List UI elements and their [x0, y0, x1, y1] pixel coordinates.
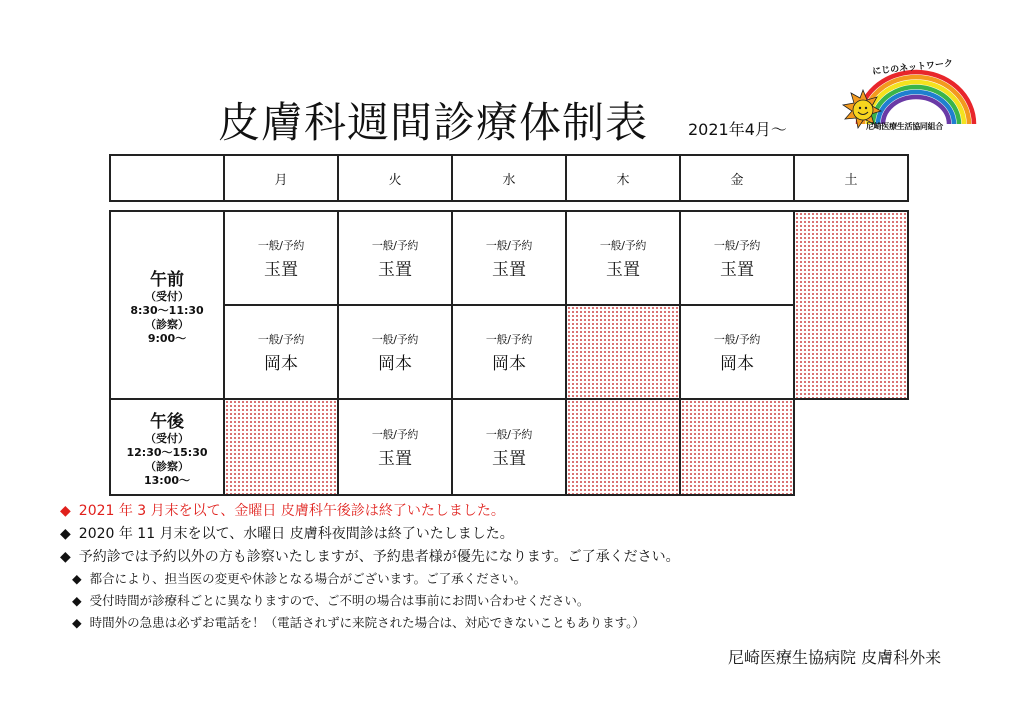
slot-mon-am2 — [224, 305, 338, 399]
visit-type: 一般/予約 — [485, 238, 533, 252]
visit-type: 一般/予約 — [713, 238, 761, 252]
period-morning — [110, 211, 224, 399]
corner-cell — [110, 155, 224, 201]
period-line: 8:30～11:30 — [130, 303, 204, 317]
visit-type: 一般/予約 — [371, 427, 419, 441]
slot-fri-pm-closed — [680, 399, 794, 495]
weekly-schedule-table — [109, 154, 909, 496]
period-afternoon — [110, 399, 224, 495]
visit-type: 一般/予約 — [257, 332, 305, 346]
diamond-bullet-icon: ◆ — [60, 549, 71, 565]
period-line: （受付） — [145, 289, 189, 303]
visit-type: 一般/予約 — [371, 238, 419, 252]
department-signature: 尼崎医療生協病院 皮膚科外来 — [728, 648, 942, 667]
doctor-name: 岡本 — [264, 353, 298, 374]
visit-type: 一般/予約 — [371, 332, 419, 346]
slot-thu-pm-closed — [566, 399, 680, 495]
note-4 — [72, 569, 526, 587]
doctor-name: 玉置 — [378, 259, 412, 280]
note-5 — [72, 591, 589, 609]
doctor-name: 玉置 — [378, 448, 412, 469]
doctor-name: 玉置 — [720, 259, 754, 280]
slot-mon-pm-closed — [224, 399, 338, 495]
logo-org-name: 尼崎医療生活協同組合 — [866, 122, 943, 131]
period-line: 9:00～ — [147, 331, 187, 345]
slot-tue-pm — [338, 399, 452, 495]
doctor-name: 岡本 — [720, 353, 754, 374]
note-text: 時間外の急患は必ずお電話を！（電話されずに来院された場合は、対応できないこともあります。） — [89, 615, 645, 630]
spacer-row — [110, 201, 908, 211]
day-header-wed: 水 — [452, 155, 566, 201]
slot-wed-am2 — [452, 305, 566, 399]
slot-thu-am2-closed — [566, 305, 680, 399]
period-line: （診察） — [145, 459, 189, 473]
morning-row-2 — [110, 305, 908, 399]
doctor-name: 岡本 — [378, 353, 412, 374]
diamond-bullet-icon: ◆ — [60, 526, 71, 542]
note-text: 都合により、担当医の変更や休診となる場合がございます。ご了承ください。 — [89, 571, 527, 586]
note-text: 受付時間が診療科ごとに異なりますので、ご不明の場合は事前にお問い合わせください。 — [89, 593, 590, 608]
period-name-morning: 午前 — [150, 269, 184, 290]
slot-mon-am1 — [224, 211, 338, 305]
diamond-bullet-icon: ◆ — [72, 615, 82, 630]
doctor-name: 玉置 — [492, 259, 526, 280]
doctor-name: 岡本 — [492, 353, 526, 374]
period-name-afternoon: 午後 — [150, 411, 184, 432]
slot-thu-am1 — [566, 211, 680, 305]
morning-row-1 — [110, 211, 908, 305]
slot-wed-pm — [452, 399, 566, 495]
note-2 — [60, 523, 514, 543]
diamond-bullet-icon: ◆ — [72, 593, 82, 608]
slot-sat-pm-none — [794, 399, 908, 495]
note-text: 2020 年 11 月末を以て、水曜日 皮膚科夜間診は終了いたしました。 — [78, 526, 514, 542]
period-line: （受付） — [145, 431, 189, 445]
day-header-fri: 金 — [680, 155, 794, 201]
note-3 — [60, 546, 680, 566]
doctor-name: 玉置 — [606, 259, 640, 280]
doctor-name: 玉置 — [492, 448, 526, 469]
diamond-bullet-icon: ◆ — [60, 503, 71, 519]
doctor-name: 玉置 — [264, 259, 298, 280]
slot-sat-am-closed — [794, 211, 908, 399]
page-title: 皮膚科週間診療体制表 — [218, 98, 649, 147]
note-text: 2021 年 3 月末を以て、金曜日 皮膚科午後診は終了いたしました。 — [78, 503, 505, 519]
slot-wed-am1 — [452, 211, 566, 305]
logo-tagline: にじのネットワーク — [871, 58, 954, 78]
slot-tue-am2 — [338, 305, 452, 399]
visit-type: 一般/予約 — [485, 427, 533, 441]
header-row — [110, 155, 908, 201]
day-header-sat: 土 — [794, 155, 908, 201]
day-header-mon: 月 — [224, 155, 338, 201]
diamond-bullet-icon: ◆ — [72, 571, 82, 586]
day-header-thu: 木 — [566, 155, 680, 201]
afternoon-row — [110, 399, 908, 495]
visit-type: 一般/予約 — [599, 238, 647, 252]
visit-type: 一般/予約 — [257, 238, 305, 252]
slot-fri-am1 — [680, 211, 794, 305]
day-header-tue: 火 — [338, 155, 452, 201]
slot-tue-am1 — [338, 211, 452, 305]
note-text: 予約診では予約以外の方も診察いたしますが、予約患者様が優先になります。ご了承ください。 — [78, 549, 680, 565]
effective-date: 2021年4月～ — [688, 120, 787, 139]
slot-fri-am2 — [680, 305, 794, 399]
period-line: （診察） — [145, 317, 189, 331]
period-line: 13:00～ — [143, 473, 190, 487]
period-line: 12:30～15:30 — [126, 445, 208, 459]
visit-type: 一般/予約 — [485, 332, 533, 346]
note-6 — [72, 613, 645, 631]
visit-type: 一般/予約 — [713, 332, 761, 346]
note-1 — [60, 500, 505, 520]
